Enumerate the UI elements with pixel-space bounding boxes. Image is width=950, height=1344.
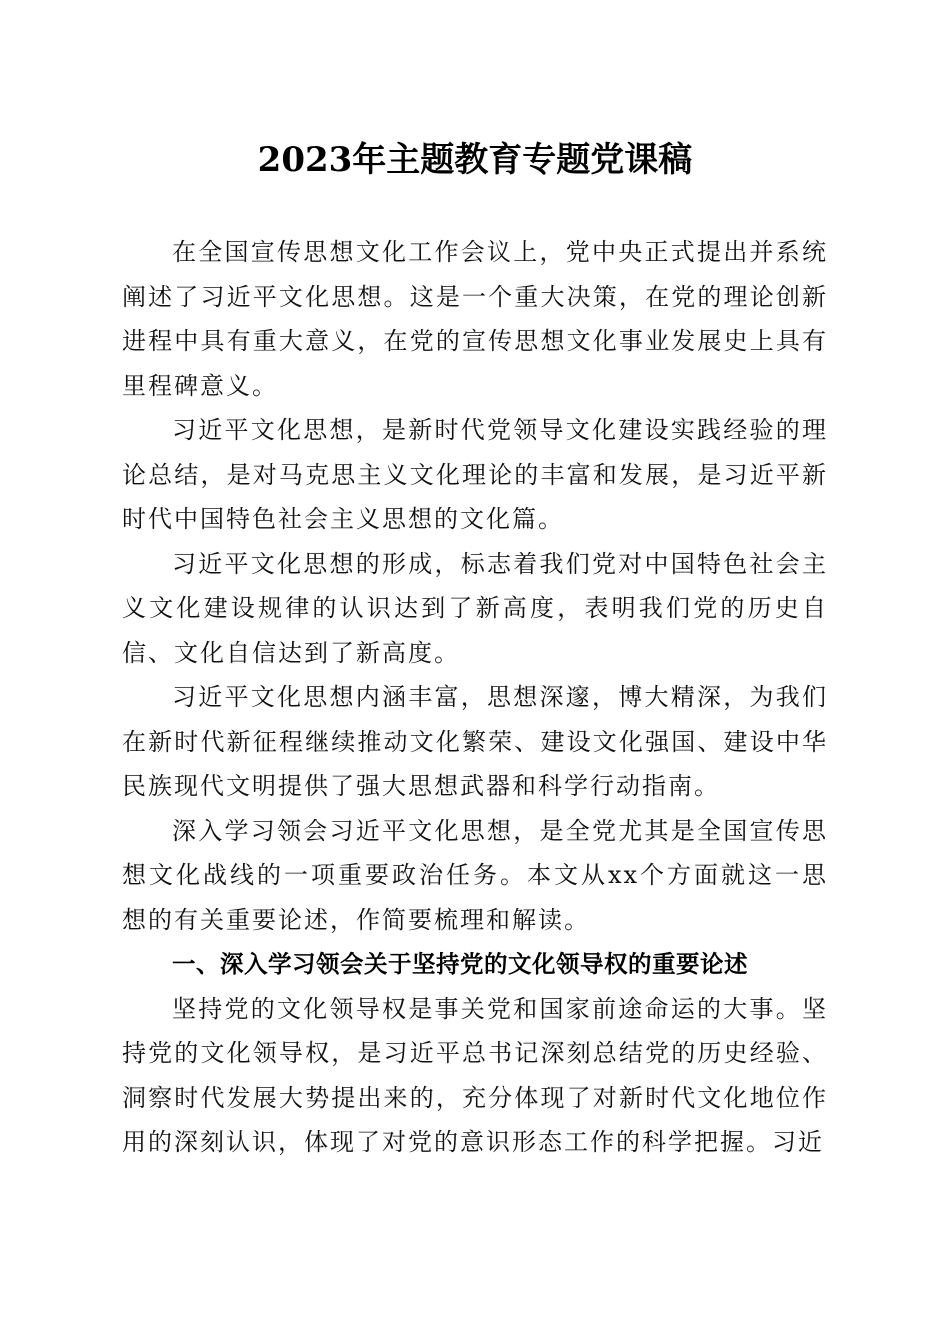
paragraph-3: 习近平文化思想的形成，标志着我们党对中国特色社会主义文化建设规律的认识达到了新高度，表明我们党的历史自信、文化自信达到了新高度。 (122, 549, 828, 667)
paragraph-4: 习近平文化思想内涵丰富，思想深邃，博大精深，为我们在新时代新征程继续推动文化繁荣、建设文化强国、建设中华民族现代文明提供了强大思想武器和科学行动指南。 (122, 683, 828, 800)
paragraph-2: 习近平文化思想，是新时代党领导文化建设实践经验的理论总结，是对马克思主义文化理论的丰富和发展，是习近平新时代中国特色社会主义思想的文化篇。 (122, 416, 828, 533)
section-heading: 一、深入学习领会关于坚持党的文化领导权的重要论述 (172, 950, 748, 978)
paragraph-1: 在全国宣传思想文化工作会议上，党中央正式提出并系统阐述了习近平文化思想。这是一个重大决策，在党的理论创新进程中具有重大意义，在党的宣传思想文化事业发展史上具有里程碑意义。 (122, 238, 828, 400)
document-title: 2023年主题教育专题党课稿 (257, 140, 693, 180)
document-body (122, 230, 828, 1165)
paragraph-5: 深入学习领会习近平文化思想，是全党尤其是全国宣传思想文化战线的一项重要政治任务。本文从xx个方面就这一思想的有关重要论述，作简要梳理和解读。 (122, 816, 828, 934)
section-paragraph: 坚持党的文化领导权是事关党和国家前途命运的大事。坚持党的文化领导权，是习近平总书记深刻总结党的历史经验、洞察时代发展大势提出来的，充分体现了对新时代文化地位作用的深刻认识，体现了对党的意识形态工作的科学把握。习近 (122, 994, 828, 1156)
